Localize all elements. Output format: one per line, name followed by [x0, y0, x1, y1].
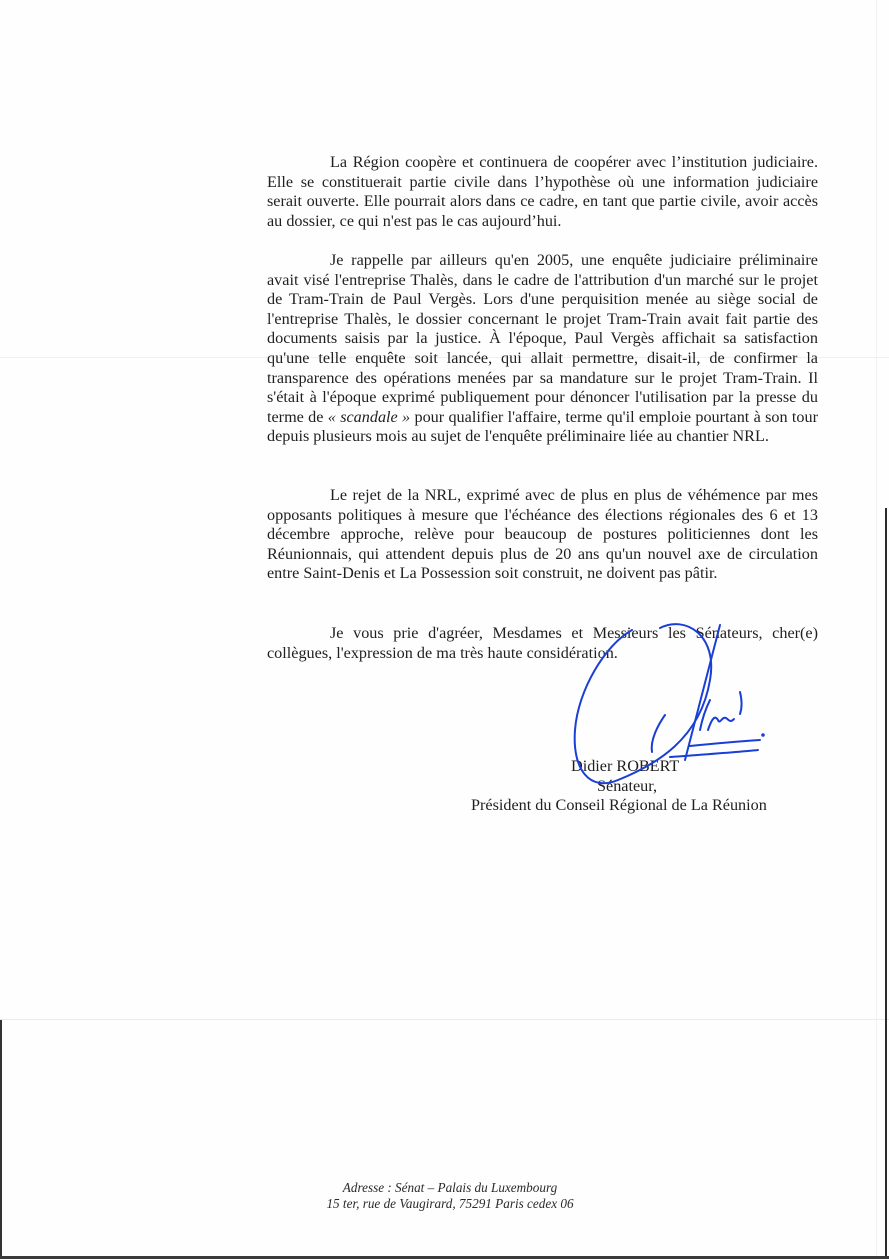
scan-border-right: [885, 508, 887, 1259]
footer-address-line1: Adresse : Sénat – Palais du Luxembourg: [342, 1180, 558, 1195]
quoted-term-scandale: « scandale »: [327, 407, 411, 426]
scan-artifact-vertical-line: [876, 0, 877, 1259]
paragraph-thales-inquiry: [267, 251, 818, 447]
paragraph-text: La Région coopère et continuera de coopérer avec l’institution judiciaire. Elle se constituerait partie civile dans l’hypothèse où une information judiciaire serait ouverte. Elle pourrait alors dans ce cadre, en tant que partie civile, avoir accès au dossier, ce qui n'est pas le cas aujourd’hui.: [267, 153, 818, 230]
paragraph-region-cooperation: [267, 153, 818, 231]
paragraph-text: Je vous prie d'agréer, Mesdames et Messieurs les Sénateurs, cher(e) collègues, l'expression de ma très haute considération.: [267, 624, 818, 662]
scan-artifact-horizontal-line: [0, 1019, 889, 1020]
paragraph-text-main: Je rappelle par ailleurs qu'en 2005, une enquête judiciaire préliminaire avait visé l'entreprise Thalès, dans le cadre de l'attribution d'un marché sur le projet de Tram-Train de Paul Vergès. Lors d'une perquisition menée au siège social de l'entreprise Thalès, le dossier concernant le projet Tram-Train avait fait partie des documents saisis par la justice. À l'époque, Paul Vergès affichait sa satisfaction qu'une telle enquête soit lancée, qui allait permettre, disait-il, de confirmer la transparence des opérations menées par sa mandature sur le projet Tram-Train. Il s'était à l'époque exprimé publiquement pour dénoncer l'utilisation par la presse du terme de: [267, 251, 818, 426]
paragraph-text: [267, 251, 818, 447]
scan-border-left: [0, 1020, 2, 1259]
paragraph-nrl-rejection: [267, 486, 818, 584]
signatory-name: Didier ROBERT: [571, 757, 680, 775]
footer-address-line2: 15 ter, rue de Vaugirard, 75291 Paris cedex 06: [326, 1195, 574, 1211]
signatory-role: Président du Conseil Régional de La Réunion: [471, 796, 767, 814]
footer-address: [250, 1180, 650, 1211]
paragraph-closing-salutation: [267, 624, 818, 663]
paragraph-text: Le rejet de la NRL, exprimé avec de plus en plus de véhémence par mes opposants politiques à mesure que l'échéance des élections régionales des 6 et 13 décembre approche, relève pour beaucoup de postures politiciennes dont les Réunionnais, qui attendent depuis plus de 20 ans qu'un nouvel axe de circulation entre Saint-Denis et La Possession soit construit, ne doivent pas pâtir.: [267, 486, 818, 583]
paragraph-text-tail: pour qualifier l'affaire, terme qu'il emploie pourtant à son tour depuis plusieurs mois au sujet de l'enquête préliminaire liée au chantier NRL.: [267, 407, 819, 446]
signatory-title: Sénateur,: [597, 777, 658, 795]
